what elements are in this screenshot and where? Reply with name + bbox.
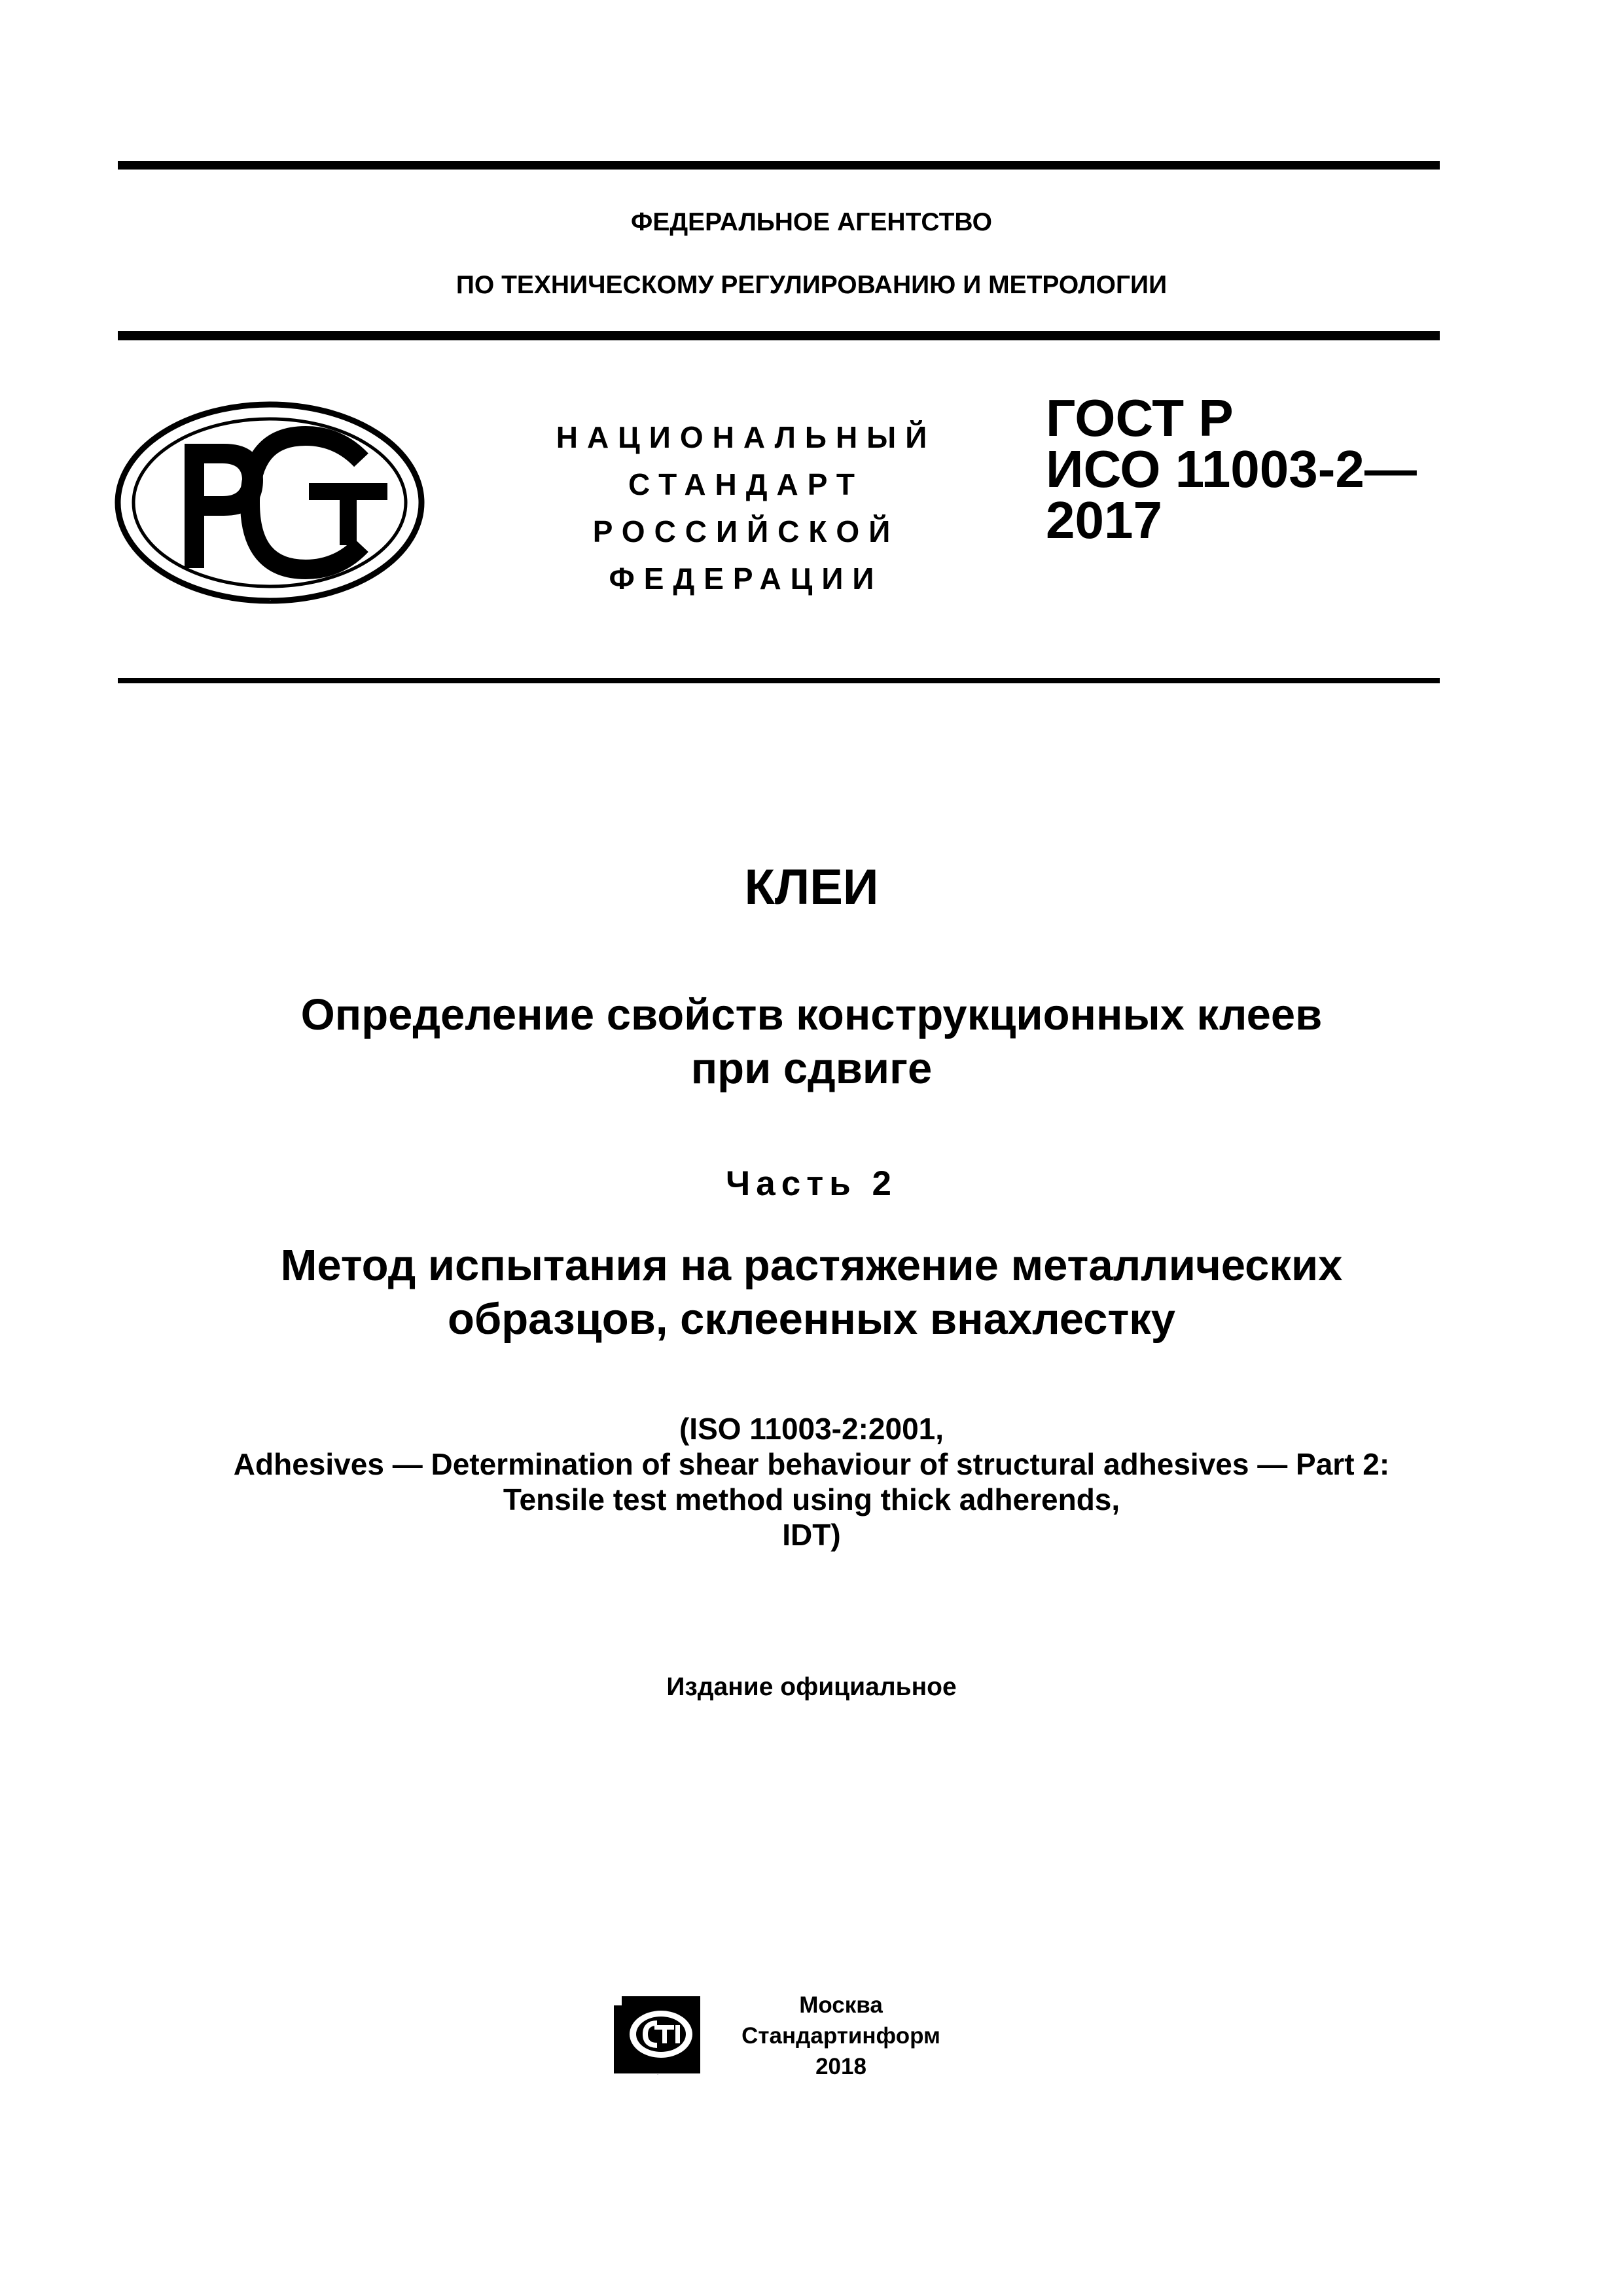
iso-line-4: IDT)	[782, 1518, 841, 1552]
edition-label: Издание официальное	[666, 1673, 957, 1701]
subtitle-line-2: при сдвиге	[690, 1044, 933, 1093]
national-standard-line-1: НАЦИОНАЛЬНЫЙ	[556, 420, 936, 454]
top-rule	[118, 161, 1440, 170]
publisher-info	[736, 1990, 946, 2082]
national-standard-line-2: СТАНДАРТ	[628, 467, 864, 501]
designation-line-1: ГОСТ Р	[1046, 389, 1234, 447]
subtitle-line-1: Определение свойств конструкционных клеев	[300, 990, 1323, 1039]
national-standard-line-3: РОССИЙСКОЙ	[592, 514, 900, 548]
agency-line-2: ПО ТЕХНИЧЕСКОМУ РЕГУЛИРОВАНИЮ И МЕТРОЛОГИИ	[455, 271, 1168, 299]
standartinform-logo-icon	[611, 1994, 703, 2076]
designation-line-3: 2017	[1046, 491, 1162, 549]
main-title: КЛЕИ	[744, 859, 879, 915]
iso-reference	[0, 1411, 1623, 1552]
designation-line-2: ИСО 11003-2—	[1046, 440, 1417, 498]
method-line-2: образцов, склеенных внахлестку	[447, 1295, 1176, 1344]
iso-line-2: Adhesives — Determination of shear behaviour of structural adhesives — Part 2:	[233, 1447, 1390, 1481]
publisher-city: Москва	[799, 1992, 883, 2018]
header-bottom-rule	[118, 678, 1440, 683]
national-standard-line-4: ФЕДЕРАЦИИ	[609, 562, 883, 596]
agency-line-1: ФЕДЕРАЛЬНОЕ АГЕНТСТВО	[631, 208, 992, 236]
standard-designation	[1046, 389, 1417, 549]
part-number: Часть 2	[726, 1164, 897, 1203]
rst-certification-logo-icon	[113, 398, 427, 607]
publication-year: 2018	[815, 2054, 866, 2079]
method-line-1: Метод испытания на растяжение металлических	[280, 1241, 1343, 1290]
iso-line-1: (ISO 11003-2:2001,	[679, 1412, 944, 1446]
national-standard-title	[524, 414, 969, 602]
subtitle	[0, 988, 1623, 1096]
iso-line-3: Tensile test method using thick adherends,	[503, 1482, 1120, 1516]
method-title	[0, 1239, 1623, 1346]
agency-bottom-rule	[118, 331, 1440, 340]
publisher-name: Стандартинформ	[741, 2023, 940, 2049]
